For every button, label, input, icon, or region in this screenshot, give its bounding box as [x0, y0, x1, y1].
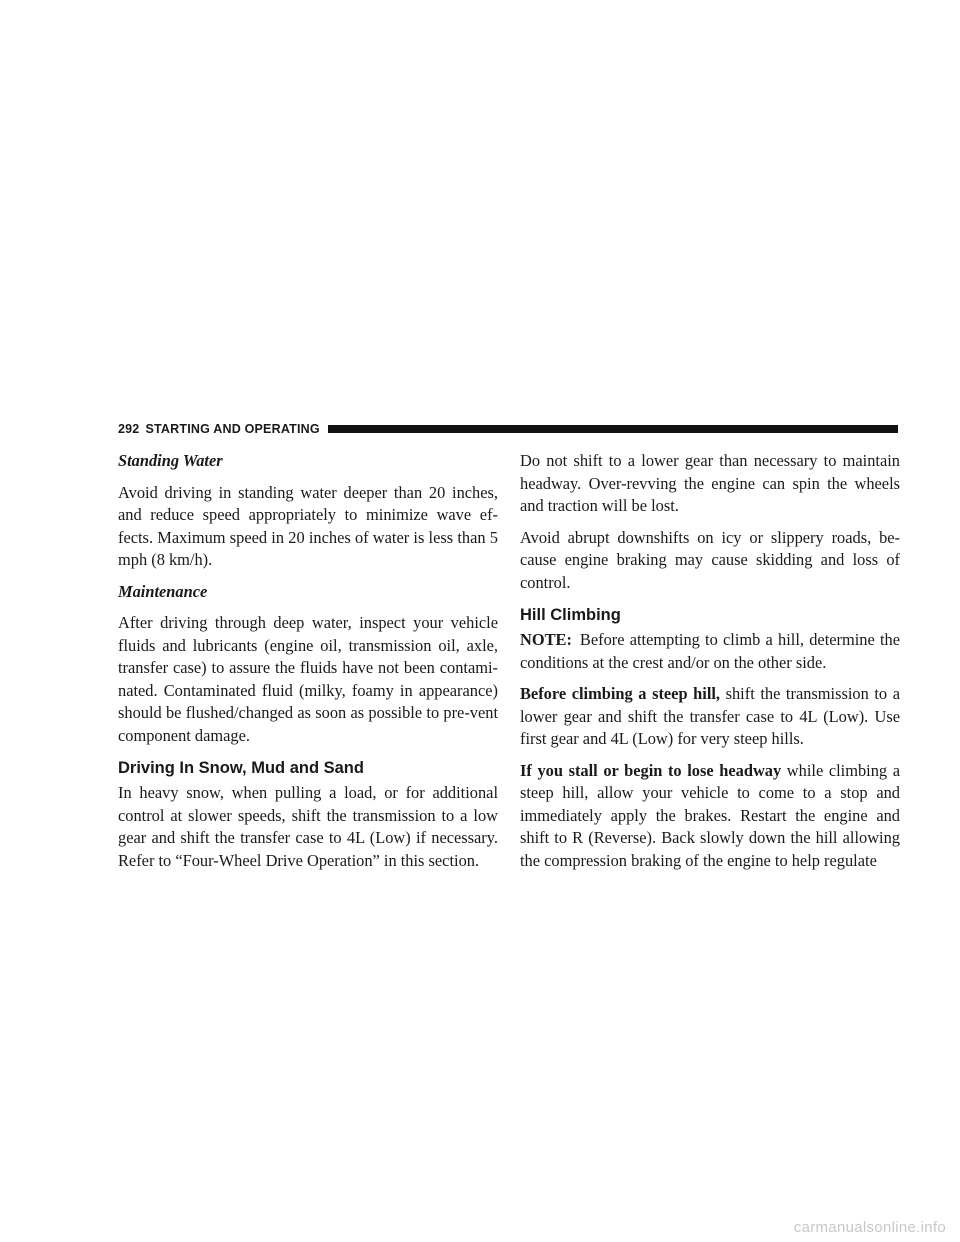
snow-mud-sand-heading: Driving In Snow, Mud and Sand	[118, 759, 364, 777]
page-number: 292	[118, 422, 140, 436]
watermark: carmanualsonline.info	[793, 1219, 946, 1236]
steep-hill-lead: Before climbing a steep hill,	[520, 684, 721, 703]
steep-hill-paragraph	[520, 683, 900, 751]
hill-climbing-heading: Hill Climbing	[520, 606, 621, 624]
stall-paragraph	[520, 760, 900, 873]
stall-lead: If you stall or begin to lose headway	[520, 760, 782, 780]
note-label: NOTE:	[520, 630, 572, 649]
gear-headway-paragraph: Do not shift to a lower gear than necessary to maintain headway. Over-revving the engine can spin the wheels and traction will be lost.	[520, 451, 900, 515]
maintenance-body: After driving through deep water, inspect your vehicle fluids and lubricants (engine oil, transmission oil, axle, transfer case) to assure the fluids have not been contami-nated. Contaminated fluid (milky, foamy in appearance) should be flushed/changed as soon as possible to pre-vent component damage.	[118, 613, 498, 745]
hill-climbing-note	[520, 629, 900, 674]
section-title: STARTING AND OPERATING	[145, 422, 320, 436]
snow-mud-sand-body: In heavy snow, when pulling a load, or for additional control at slower speeds, shift the transmission to a low gear and shift the transfer case to 4L (Low) if necessary. Refer to “Four-Wheel Drive Operation” in this section.	[118, 783, 498, 870]
stall-text: while climbing a steep hill, allow your vehicle to come to a stop and immediately apply the brakes. Restart the engine and shift to R (Reverse). Back slowly down the hill allowing the compression braking of the engine to help regulate	[520, 760, 900, 870]
left-column	[118, 450, 498, 881]
header-rule	[328, 425, 898, 433]
standing-water-body: Avoid driving in standing water deeper than 20 inches, and reduce speed appropriately to minimize wave ef-fects. Maximum speed in 20 inches of water is less than 5 mph (8 km/h).	[118, 482, 498, 569]
note-text: Before attempting to climb a hill, determine the conditions at the crest and/or on the other side.	[520, 630, 900, 672]
steep-hill-text: shift the transmission to a lower gear and shift the transfer case to 4L (Low). Use first gear and 4L (Low) for very steep hills.	[520, 684, 900, 748]
right-column	[520, 450, 900, 872]
downshift-paragraph: Avoid abrupt downshifts on icy or slippery roads, be-cause engine braking may cause skidding and loss of control.	[520, 527, 900, 592]
maintenance-heading: Maintenance	[118, 581, 208, 601]
standing-water-heading: Standing Water	[118, 451, 223, 470]
page-header	[118, 421, 898, 437]
